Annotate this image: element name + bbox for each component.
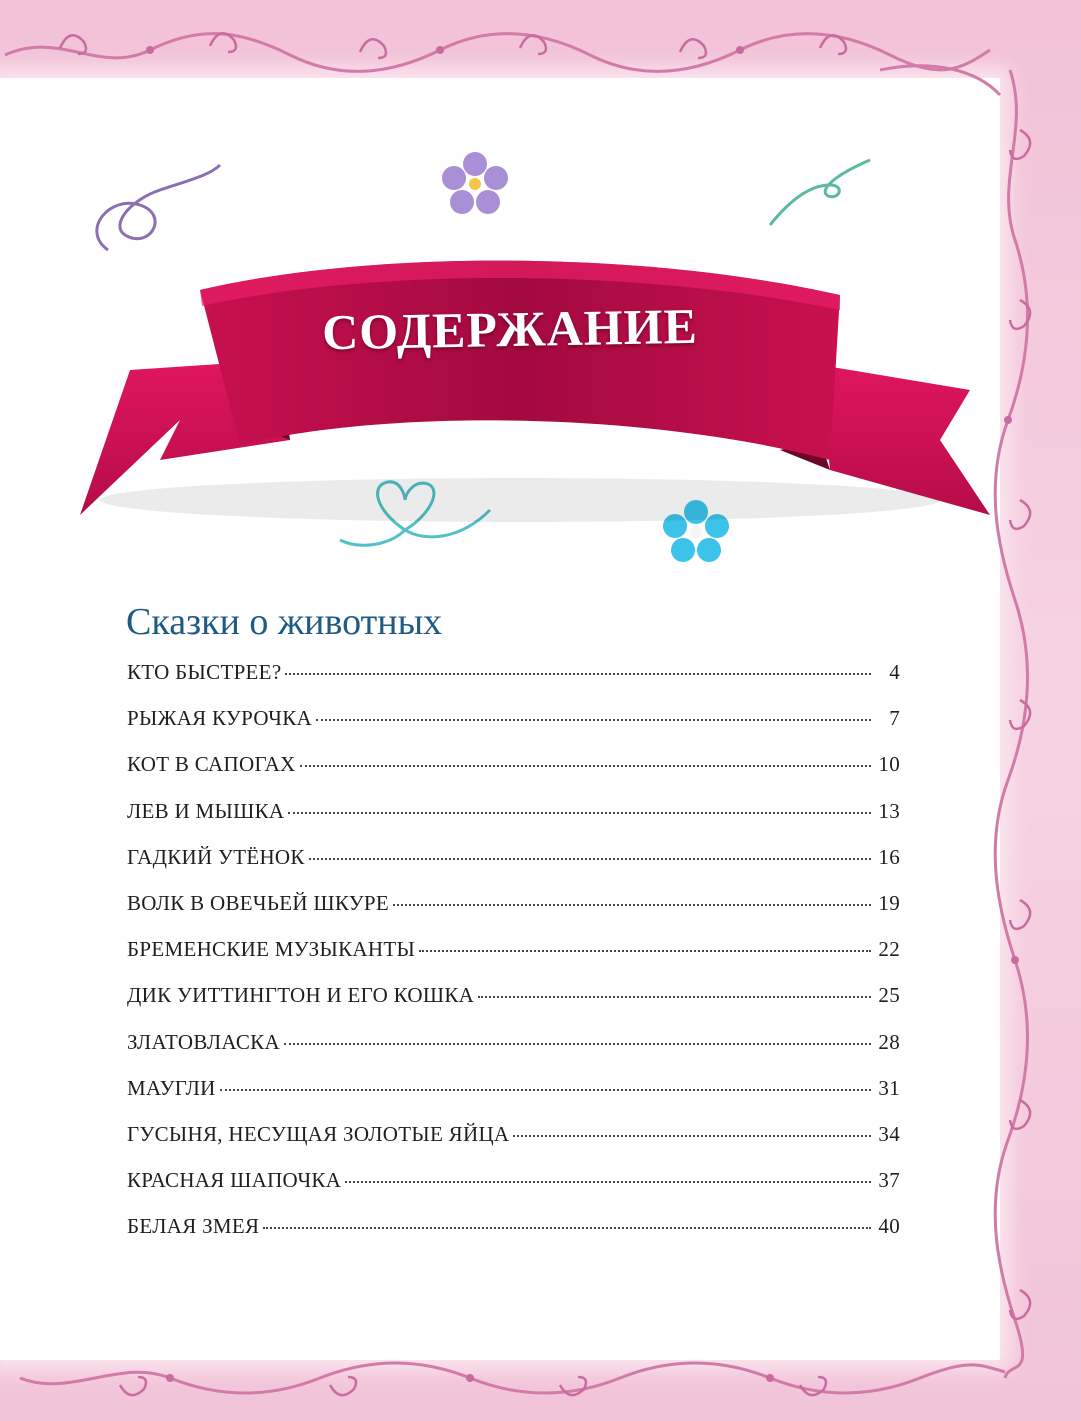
- dot-leader: [309, 858, 871, 860]
- toc-page-number: 28: [878, 1029, 900, 1054]
- dot-leader: [513, 1135, 871, 1137]
- toc-row[interactable]: [127, 1076, 900, 1122]
- dot-leader: [263, 1227, 871, 1229]
- toc-entry-title: ЛЕВ И МЫШКА: [127, 798, 285, 823]
- page-title: СОДЕРЖАНИЕ: [321, 297, 699, 361]
- dot-leader: [285, 673, 871, 675]
- toc-page-number: 7: [889, 706, 900, 731]
- toc-entry-title: ЗЛАТОВЛАСКА: [127, 1029, 280, 1054]
- toc-page-number: 19: [878, 890, 900, 915]
- dot-leader: [419, 950, 871, 952]
- toc-page-number: 40: [878, 1214, 900, 1239]
- purple-flower-icon: [440, 150, 510, 216]
- toc-row[interactable]: [127, 660, 900, 706]
- toc-entry-title: МАУГЛИ: [127, 1075, 216, 1100]
- section-title: Сказки о животных: [126, 601, 443, 643]
- toc-page-number: 16: [878, 844, 900, 869]
- toc-entry-title: БРЕМЕНСКИЕ МУЗЫКАНТЫ: [127, 937, 416, 962]
- toc-entry-title: КТО БЫСТРЕЕ?: [127, 660, 282, 684]
- toc-row[interactable]: [127, 891, 900, 937]
- toc-row[interactable]: [127, 937, 900, 983]
- toc-page-number: 13: [878, 798, 900, 823]
- toc-page-number: 25: [878, 983, 900, 1008]
- toc-row[interactable]: [127, 983, 900, 1029]
- toc-page-number: 34: [878, 1121, 900, 1146]
- toc-entry-title: ГУСЫНЯ, НЕСУЩАЯ ЗОЛОТЫЕ ЯЙЦА: [127, 1121, 510, 1146]
- toc-row[interactable]: [127, 1030, 900, 1076]
- toc-entry-title: БЕЛАЯ ЗМЕЯ: [127, 1214, 260, 1239]
- dot-leader: [478, 996, 871, 998]
- toc-row[interactable]: [127, 799, 900, 845]
- toc-page-number: 37: [878, 1168, 900, 1193]
- dot-leader: [316, 719, 871, 721]
- toc-row[interactable]: [127, 1214, 900, 1260]
- toc-entry-title: РЫЖАЯ КУРОЧКА: [127, 706, 312, 731]
- toc-page-number: 31: [878, 1075, 900, 1100]
- toc-entry-title: ДИК УИТТИНГТОН И ЕГО КОШКА: [127, 983, 475, 1008]
- toc-row[interactable]: [127, 706, 900, 752]
- toc-page-number: 22: [878, 937, 900, 962]
- dot-leader: [220, 1089, 871, 1091]
- toc-row[interactable]: [127, 752, 900, 798]
- toc-row[interactable]: [127, 1168, 900, 1214]
- toc-entry-title: КОТ В САПОГАХ: [127, 752, 296, 777]
- dot-leader: [345, 1181, 871, 1183]
- toc-row[interactable]: [127, 1122, 900, 1168]
- table-of-contents: [127, 660, 900, 1260]
- dot-leader: [288, 812, 871, 814]
- toc-row[interactable]: [127, 845, 900, 891]
- toc-page-number: 4: [889, 660, 900, 684]
- toc-entry-title: ГАДКИЙ УТЁНОК: [127, 844, 305, 869]
- dot-leader: [393, 904, 871, 906]
- title-ribbon: [40, 250, 1000, 540]
- toc-entry-title: ВОЛК В ОВЕЧЬЕЙ ШКУРЕ: [127, 890, 389, 915]
- dot-leader: [300, 765, 871, 767]
- toc-entry-title: КРАСНАЯ ШАПОЧКА: [127, 1168, 342, 1193]
- toc-page-number: 10: [878, 752, 900, 777]
- dot-leader: [284, 1043, 871, 1045]
